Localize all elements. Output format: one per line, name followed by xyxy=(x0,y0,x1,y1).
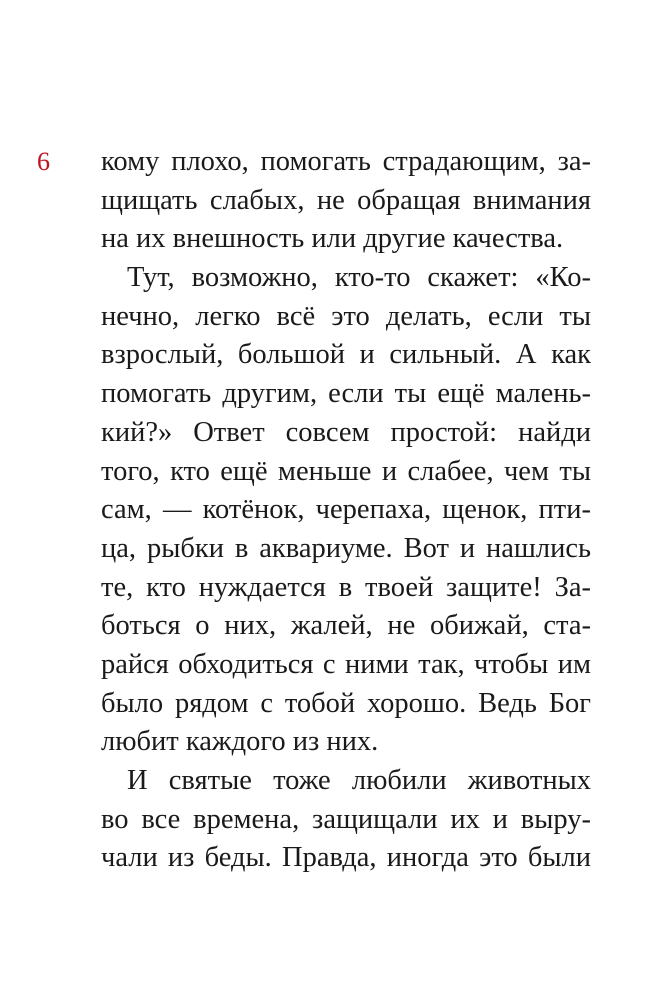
text-line: во все времена, защищали их и выру- xyxy=(101,803,591,835)
text-line: любит каждого из них. xyxy=(101,726,379,758)
text-line: помогать другим, если ты ещё малень- xyxy=(101,378,591,410)
text-line: те, кто нуждается в твоей защите! За- xyxy=(101,571,591,603)
text-line: райся обходиться с ними так, чтобы им xyxy=(101,648,591,680)
text-line: на их внешность или другие качества. xyxy=(101,223,564,255)
paragraph-2 xyxy=(101,259,591,762)
paragraph-3 xyxy=(101,762,591,878)
page-number: 6 xyxy=(37,147,50,176)
text-line: кому плохо, помогать страдающим, за- xyxy=(101,146,591,177)
paragraph-1 xyxy=(101,143,591,259)
text-line: чали из беды. Правда, иногда это были xyxy=(101,842,591,874)
text-line: кий?» Ответ совсем простой: найди xyxy=(101,416,591,448)
text-line: было рядом с тобой хорошо. Ведь Бог xyxy=(101,687,591,719)
body-text xyxy=(101,143,591,878)
text-line: сам, — котёнок, черепаха, щенок, пти- xyxy=(101,494,591,526)
text-line: ца, рыбки в аквариуме. Вот и нашлись xyxy=(101,532,591,564)
text-line: Тут, возможно, кто-то скажет: «Ко- xyxy=(127,262,591,294)
text-line: нечно, легко всё это делать, если ты xyxy=(101,300,591,332)
text-line: щищать слабых, не обращая внимания xyxy=(101,184,591,216)
text-line: взрослый, большой и сильный. А как xyxy=(101,339,591,371)
text-line: боться о них, жалей, не обижай, ста- xyxy=(101,610,591,642)
text-line: И святые тоже любили животных xyxy=(127,765,591,796)
text-line: того, кто ещё меньше и слабее, чем ты xyxy=(101,455,591,487)
